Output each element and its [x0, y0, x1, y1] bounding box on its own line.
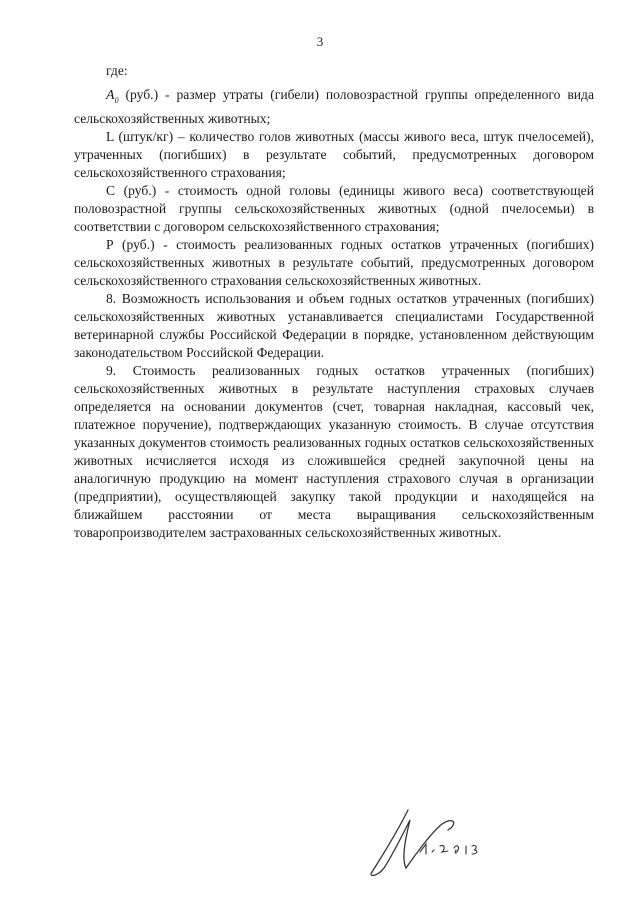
definition-p: Р (руб.) - стоимость реализованных годных остатков утраченных (погибших) сельскохозяйственных животных в результате событий, предусмотренных договором сельскохозяйственного страхования сельскохозяйственных животных.	[74, 236, 594, 288]
definition-a0	[74, 86, 594, 128]
definition-c: С (руб.) - стоимость одной головы (единицы живого веса) соответствующей половозрастной группы сельскохозяйственных животных (одной пчелосемьи) в соответствии с договором сельскохозяйственного страхования;	[74, 182, 594, 234]
item-8: 8. Возможность использования и объем годных остатков утраченных (погибших) сельскохозяйственных животных устанавливается специалистами Государственной ветеринарной службы Российской Федерации в порядке, установленном действующим законодательством Российской Федерации.	[74, 290, 594, 360]
item-9: 9. Стоимость реализованных годных остатков утраченных (погибших) сельскохозяйственных животных в результате наступления страховых случаев определяется на основании документов (счет, товарная накладная, кассовый чек, платежное поручение), подтверждающих указанную стоимость. В случае отсутствия указанных документов стоимость реализованных годных остатков сельскохозяйственных животных исчисляется исходя из сложившейся средней закупочной цены на аналогичную продукцию на момент наступления страхового случая в организации (предприятии), осуществляющей закупку такой продукции и находящейся на ближайшем расстоянии от места выращивания сельскохозяйственным товаропроизводителем застрахованных сельскохозяйственных животных.	[74, 362, 594, 540]
definition-a0-text: (руб.) - размер утраты (гибели) половозрастной группы определенного вида сельскохозяйственных животных;	[74, 87, 594, 126]
handwritten-signature	[362, 802, 512, 882]
definition-l: L (штук/кг) – количество голов животных (массы живого веса, штук пчелосемей), утраченных (погибших) в результате событий, предусмотренных договором сельскохозяйственного страхования;	[74, 128, 594, 180]
intro-where: где:	[106, 63, 128, 78]
document-body	[74, 62, 594, 542]
signature-stroke	[371, 810, 454, 875]
symbol-a0: $A_0$	[106, 88, 119, 105]
signature-date-stroke	[420, 844, 477, 854]
page-number: 3	[316, 34, 324, 49]
